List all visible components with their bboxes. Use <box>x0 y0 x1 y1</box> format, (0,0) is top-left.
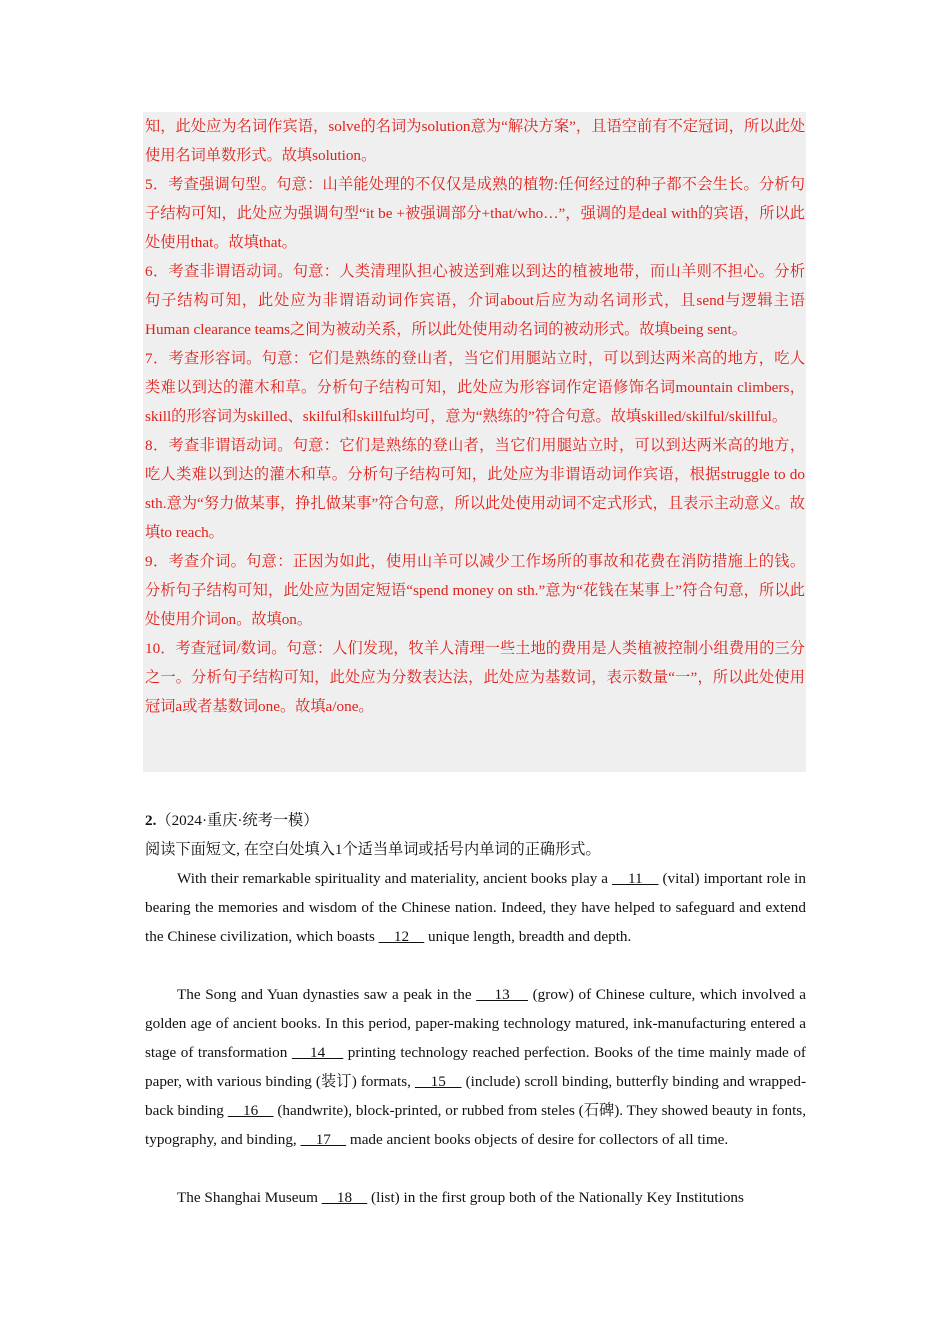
question-heading <box>145 806 318 835</box>
passage-text: (include) scroll binding, butterfly binding and wrapped-back binding <box>145 1073 806 1119</box>
answer-item-10: 10．考查冠词/数词。句意：人们发现，牧羊人清理一些土地的费用是人类植被控制小组费用的三分之一。分析句子结构可知，此处应为分数表达法，此处应为基数词，表示数量“一”，所以此处使用冠词a或者基数词one。故填a/one。 <box>145 640 805 715</box>
blank-16: 16 <box>227 1102 274 1119</box>
blank-18: 18 <box>321 1189 368 1206</box>
blank-14: 14 <box>291 1044 344 1061</box>
passage-text: The Song and Yuan dynasties saw a peak in the <box>177 986 477 1003</box>
answer-item-6: 6．考查非谓语动词。句意：人类清理队担心被送到难以到达的植被地带，而山羊则不担心。分析句子结构可知，此处应为非谓语动词作宾语，介词about后应为动名词形式，且send与逻辑主语Human clearance teams之间为被动关系，所以此处使用动名词的被动形式。故填being sent。 <box>145 263 805 338</box>
passage-paragraph-2 <box>145 980 806 1154</box>
passage-text: (list) in the first group both of the Nationally Key Institutions <box>367 1189 744 1206</box>
passage-paragraph-1 <box>145 864 806 951</box>
blank-11: 11 <box>612 870 659 887</box>
answer-item-9: 9．考查介词。句意：正因为如此，使用山羊可以减少工作场所的事故和花费在消防措施上的钱。分析句子结构可知，此处应为固定短语“spend money on sth.”意为“花钱在某事上”符合句意，所以此处使用介词on。故填on。 <box>145 553 805 628</box>
question-source: （2024·重庆·统考一模） <box>156 812 319 829</box>
answer-item-7: 7．考查形容词。句意：它们是熟练的登山者，当它们用腿站立时，可以到达两米高的地方，吃人类难以到达的灌木和草。分析句子结构可知，此处应为形容词作定语修饰名词mountain climbers，skill的形容词为skilled、skilful和skillful均可，意为“熟练的”符合句意。故填skilled/skilful/skillful。 <box>145 350 805 425</box>
passage-text: (vital) important role in bearing the memories and wisdom of the Chinese nation. Indeed, they have helped to safeguard and extend the Chinese civilization, which boasts <box>145 870 807 945</box>
passage-text: With their remarkable spirituality and materiality, ancient books play a <box>177 870 613 887</box>
blank-17: 17 <box>300 1131 347 1148</box>
answer-item-5: 5．考查强调句型。句意：山羊能处理的不仅仅是成熟的植物:任何经过的种子都不会生长。分析句子结构可知，此处应为强调句型“it be +被强调部分+that/who…”，强调的是deal with的宾语，所以此处使用that。故填that。 <box>145 176 805 251</box>
answer-item-8: 8．考查非谓语动词。句意：它们是熟练的登山者，当它们用腿站立时，可以到达两米高的地方，吃人类难以到达的灌木和草。分析句子结构可知，此处应为非谓语动词作宾语，根据struggle to do sth.意为“努力做某事，挣扎做某事”符合句意，所以此处使用动词不定式形式，且表示主动意义。故填to reach。 <box>145 437 809 541</box>
passage-text: The Shanghai Museum <box>177 1189 322 1206</box>
passage-text: unique length, breadth and depth. <box>424 928 632 945</box>
blank-13: 13 <box>476 986 529 1003</box>
passage-text: printing technology reached perfection. Books of the time mainly made of paper, with various binding (装订) formats, <box>145 1044 806 1090</box>
passage-text: (grow) of Chinese culture, which involved a golden age of ancient books. In this period, paper-making technology matured, ink-manufacturing entered a stage of transformation <box>145 986 806 1061</box>
answer-intro: 知，此处应为名词作宾语，solve的名词为solution意为“解决方案”，且语空前有不定冠词，所以此处使用名词单数形式。故填solution。 <box>145 118 805 164</box>
blank-12: 12 <box>378 928 425 945</box>
question-instruction: 阅读下面短文, 在空白处填入1个适当单词或括号内单词的正确形式。 <box>145 841 601 858</box>
answer-explanations <box>145 112 809 721</box>
passage-paragraph-3 <box>145 1183 806 1212</box>
question-number: 2. <box>145 812 157 829</box>
passage-text: (handwrite), block-printed, or rubbed from steles (石碑). They showed beauty in fonts, typography, and binding, <box>145 1102 806 1148</box>
blank-15: 15 <box>414 1073 462 1090</box>
passage-text: made ancient books objects of desire for collectors of all time. <box>346 1131 729 1148</box>
